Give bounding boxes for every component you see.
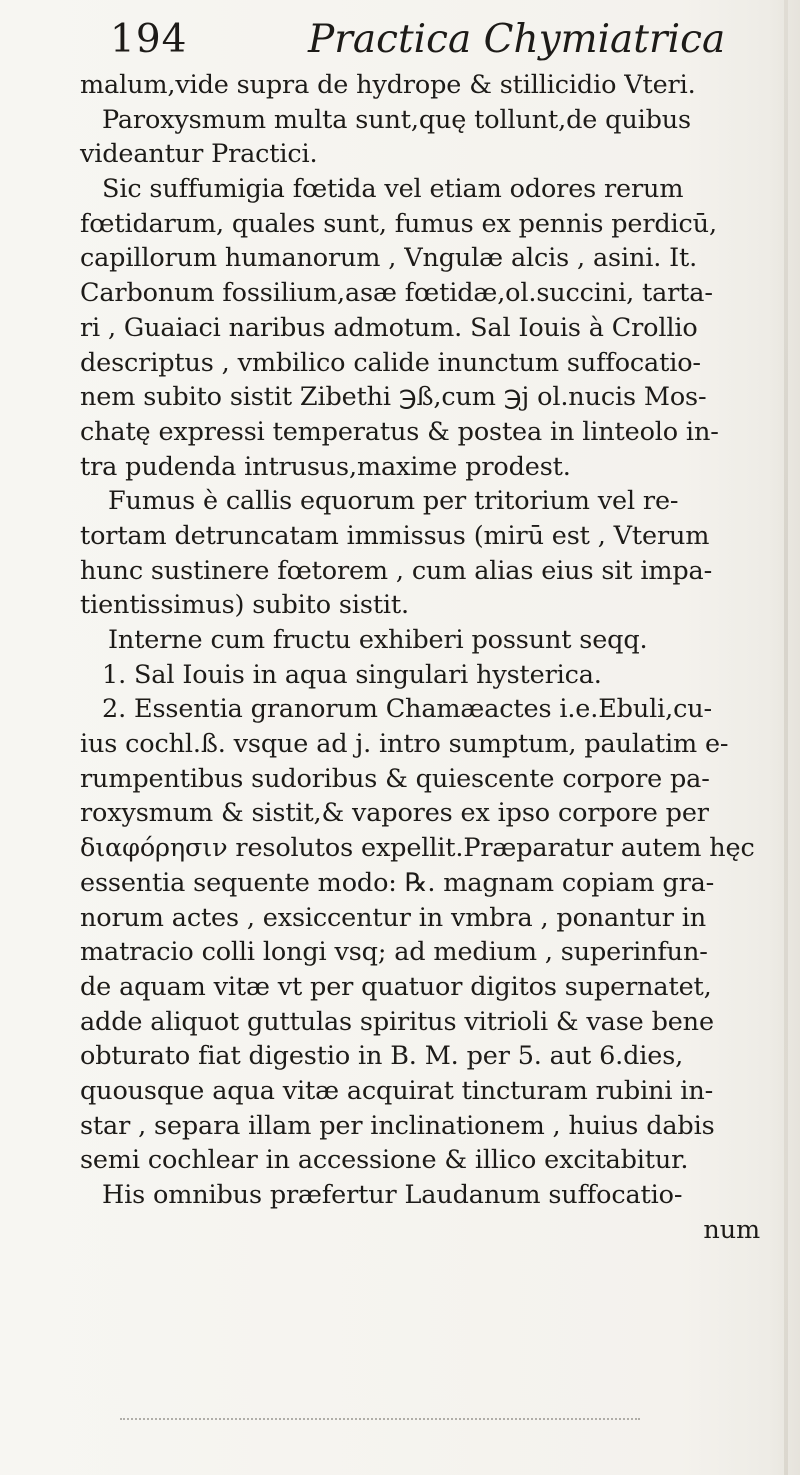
text-line: adde aliquot guttulas spiritus vitrioli & vase bene xyxy=(80,1006,714,1037)
text-line: roxysmum & sistit,& vapores ex ipso corpore per xyxy=(80,798,709,829)
text-line: obturato fiat digestio in B. M. per 5. aut 6.dies, xyxy=(80,1041,684,1072)
text-line: star , separa illam per inclinationem , huius dabis xyxy=(80,1110,715,1141)
text-line: Interne cum fructu exhiberi possunt seqq. xyxy=(108,625,648,655)
page-number: 194 xyxy=(110,17,188,62)
body-text xyxy=(80,68,780,1247)
text-line: essentia sequente modo: ℞. magnam copiam gra- xyxy=(80,867,715,898)
text-line: tra pudenda intrusus,maxime prodest. xyxy=(80,451,571,482)
text-line: His omnibus præfertur Laudanum suffocatio- xyxy=(102,1180,683,1210)
text-line: tientissimus) subito sistit. xyxy=(80,590,409,621)
text-line: Fumus è callis equorum per tritorium vel re- xyxy=(108,486,679,517)
text-line: capillorum humanorum , Vngulæ alcis , asini. It. xyxy=(80,243,698,274)
catchword: num xyxy=(703,1214,760,1245)
text-line: tortam detruncatam immissus (mirū est , Vterum xyxy=(80,520,710,551)
text-line: 1. Sal Iouis in aqua singulari hysterica. xyxy=(102,659,602,690)
running-title: Practica Chymiatrica xyxy=(308,17,726,62)
text-line: videantur Practici. xyxy=(80,139,318,170)
text-line: rumpentibus sudoribus & quiescente corpore pa- xyxy=(80,763,710,794)
text-line: matracio colli longi vsq; ad medium , superinfun- xyxy=(80,937,708,968)
text-line: chatę expressi temperatus & postea in linteolo in- xyxy=(80,416,719,447)
text-line: malum,vide supra de hydrope & stillicidio Vteri. xyxy=(80,70,696,100)
text-line: norum actes , exsiccentur in vmbra , ponantur in xyxy=(80,902,707,933)
text-line: ius cochl.ß. vsque ad j. intro sumptum, paulatim e- xyxy=(80,729,729,760)
page-edge xyxy=(784,0,788,1475)
text-line: 2. Essentia granorum Chamæactes i.e.Ebuli,cu- xyxy=(102,694,712,725)
text-line: fœtidarum, quales sunt, fumus ex pennis perdicū, xyxy=(80,208,717,239)
bleed-through-mark xyxy=(120,1418,640,1422)
text-line: Sic suffumigia fœtida vel etiam odores rerum xyxy=(102,174,684,205)
text-line: semi cochlear in accessione & illico excitabitur. xyxy=(80,1145,689,1176)
text-line: nem subito sistit Zibethi ℈ß,cum ℈j ol.nucis Mos- xyxy=(80,382,707,413)
text-line: Carbonum fossilium,asæ fœtidæ,ol.succini, tarta- xyxy=(80,278,713,309)
page-header xyxy=(110,12,726,68)
text-line: διαφόρησιν resolutos expellit.Præparatur autem hęc xyxy=(80,833,755,864)
text-line: descriptus , vmbilico calide inunctum suffocatio- xyxy=(80,347,701,378)
text-line: hunc sustinere fœtorem , cum alias eius sit impa- xyxy=(80,555,713,586)
text-line: ri , Guaiaci naribus admotum. Sal Iouis à Crollio xyxy=(80,312,698,343)
text-line: Paroxysmum multa sunt,quę tollunt,de quibus xyxy=(102,104,691,135)
text-line: quousque aqua vitæ acquirat tincturam rubini in- xyxy=(80,1075,714,1106)
text-line: de aquam vitæ vt per quatuor digitos supernatet, xyxy=(80,971,712,1002)
